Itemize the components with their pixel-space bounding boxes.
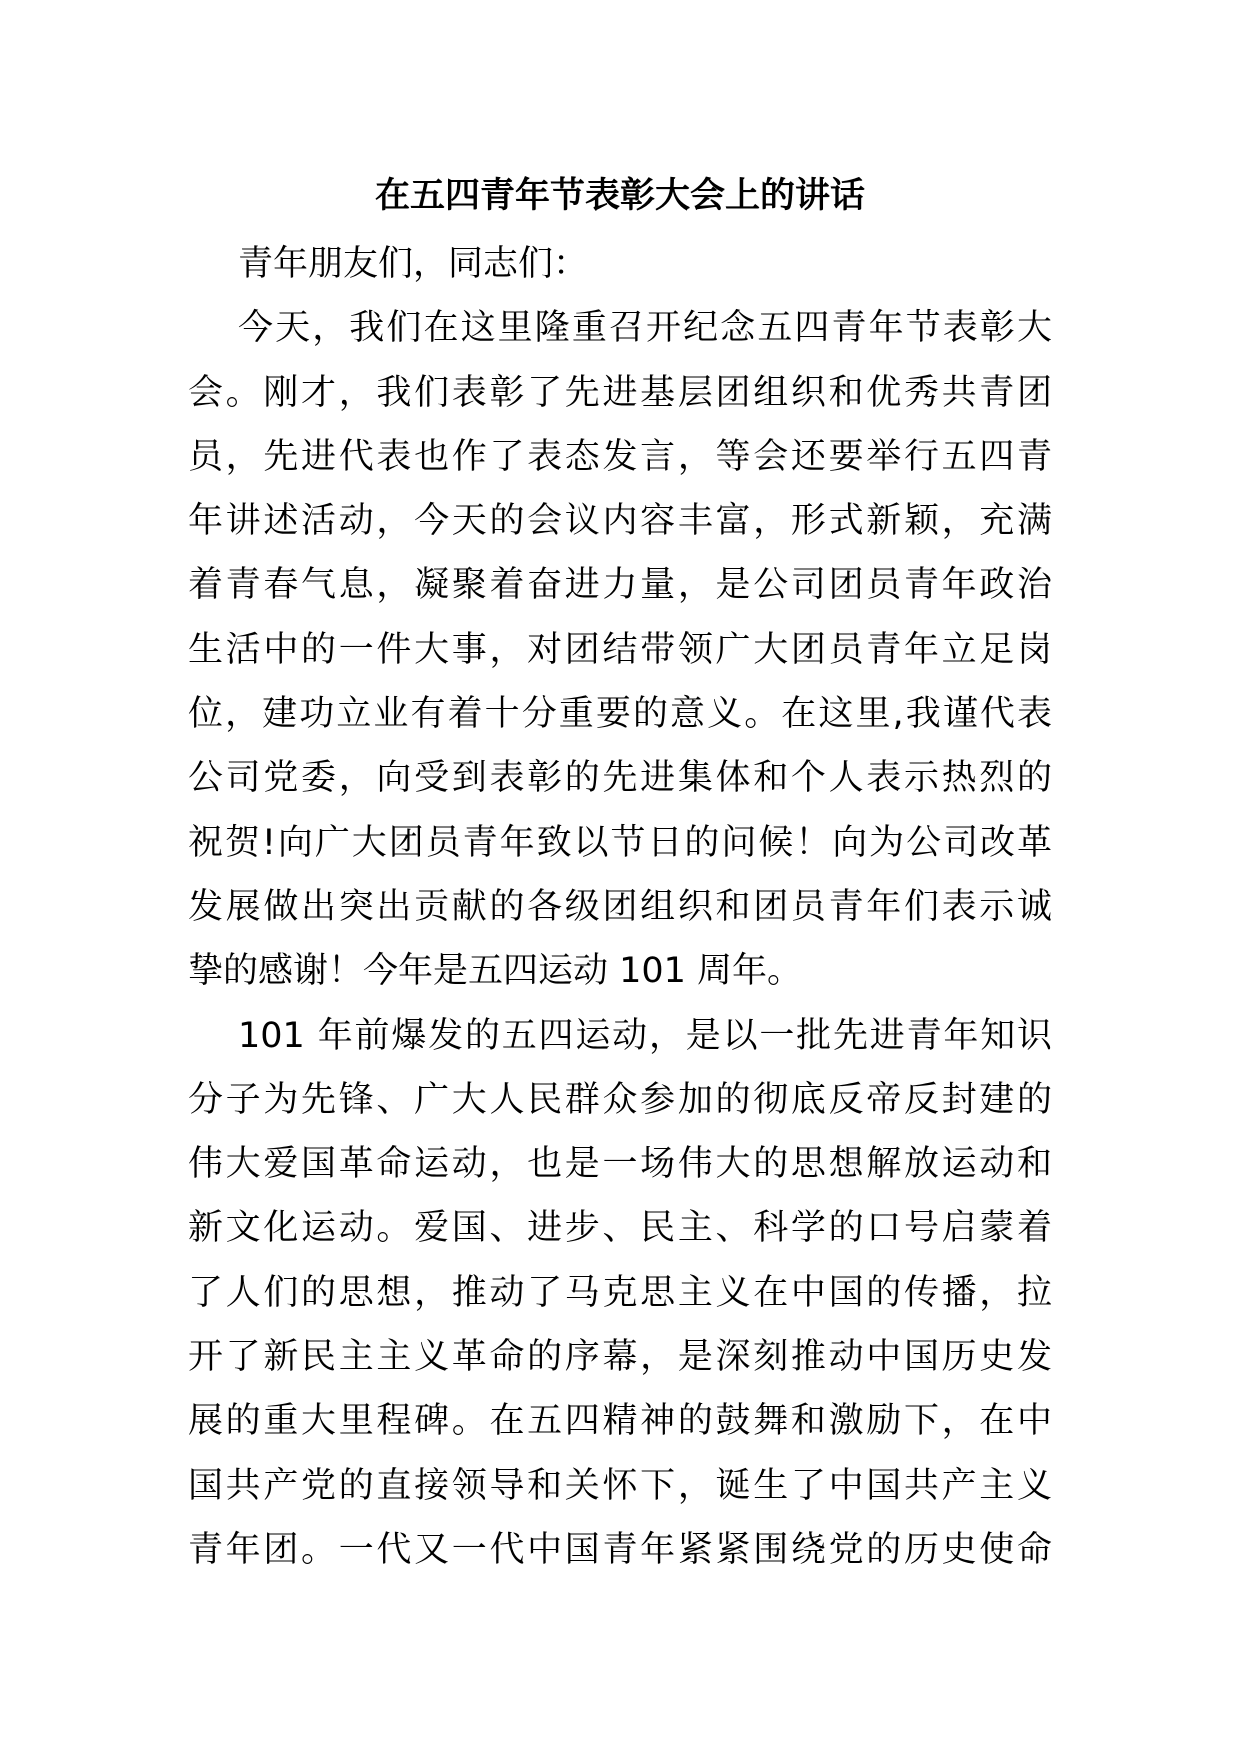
paragraph-line: 生活中的一件大事，对团结带领广大团员青年立足岗 <box>188 629 1052 670</box>
paragraph-line: 开了新民主主义革命的序幕，是深刻推动中国历史发 <box>188 1337 1052 1378</box>
paragraph-line: 分子为先锋、广大人民群众参加的彻底反帝反封建的 <box>188 1079 1052 1120</box>
paragraph-line: 展的重大里程碑。在五四精神的鼓舞和激励下，在中 <box>188 1401 1052 1442</box>
paragraph-line: 国共产党的直接领导和关怀下，诞生了中国共产主义 <box>188 1465 1052 1506</box>
paragraph-line: 年讲述活动，今天的会议内容丰富，形式新颖，充满 <box>188 501 1052 542</box>
paragraph-line: 公司党委，向受到表彰的先进集体和个人表示热烈的 <box>188 758 1052 799</box>
paragraph-line: 祝贺!向广大团员青年致以节日的问候！向为公司改革 <box>188 822 1052 863</box>
salutation-line: 青年朋友们，同志们： <box>238 244 589 284</box>
paragraph-line: 今天，我们在这里隆重召开纪念五四青年节表彰大 <box>238 308 1052 349</box>
paragraph-line: 青年团。一代又一代中国青年紧紧围绕党的历史使命 <box>188 1529 1052 1570</box>
paragraph-line: 伟大爱国革命运动，也是一场伟大的思想解放运动和 <box>188 1144 1052 1185</box>
paragraph-line: 会。刚才，我们表彰了先进基层团组织和优秀共青团 <box>188 372 1052 413</box>
paragraph-line: 新文化运动。爱国、进步、民主、科学的口号启蒙着 <box>188 1208 1052 1249</box>
paragraph-line: 员，先进代表也作了表态发言，等会还要举行五四青 <box>188 436 1052 477</box>
document-body <box>188 232 1052 1582</box>
document-title: 在五四青年节表彰大会上的讲话 <box>374 176 865 216</box>
paragraph-line: 挚的感谢！今年是五四运动 101 周年。 <box>188 951 803 992</box>
paragraph-line: 位，建功立业有着十分重要的意义。在这里,我谨代表 <box>188 694 1052 735</box>
paragraph-line: 着青春气息，凝聚着奋进力量，是公司团员青年政治 <box>188 565 1052 606</box>
paragraph-line: 101 年前爆发的五四运动，是以一批先进青年知识 <box>238 1015 1052 1056</box>
paragraph-line: 了人们的思想，推动了马克思主义在中国的传播，拉 <box>188 1272 1052 1313</box>
paragraph-line: 发展做出突出贡献的各级团组织和团员青年们表示诚 <box>188 886 1052 927</box>
